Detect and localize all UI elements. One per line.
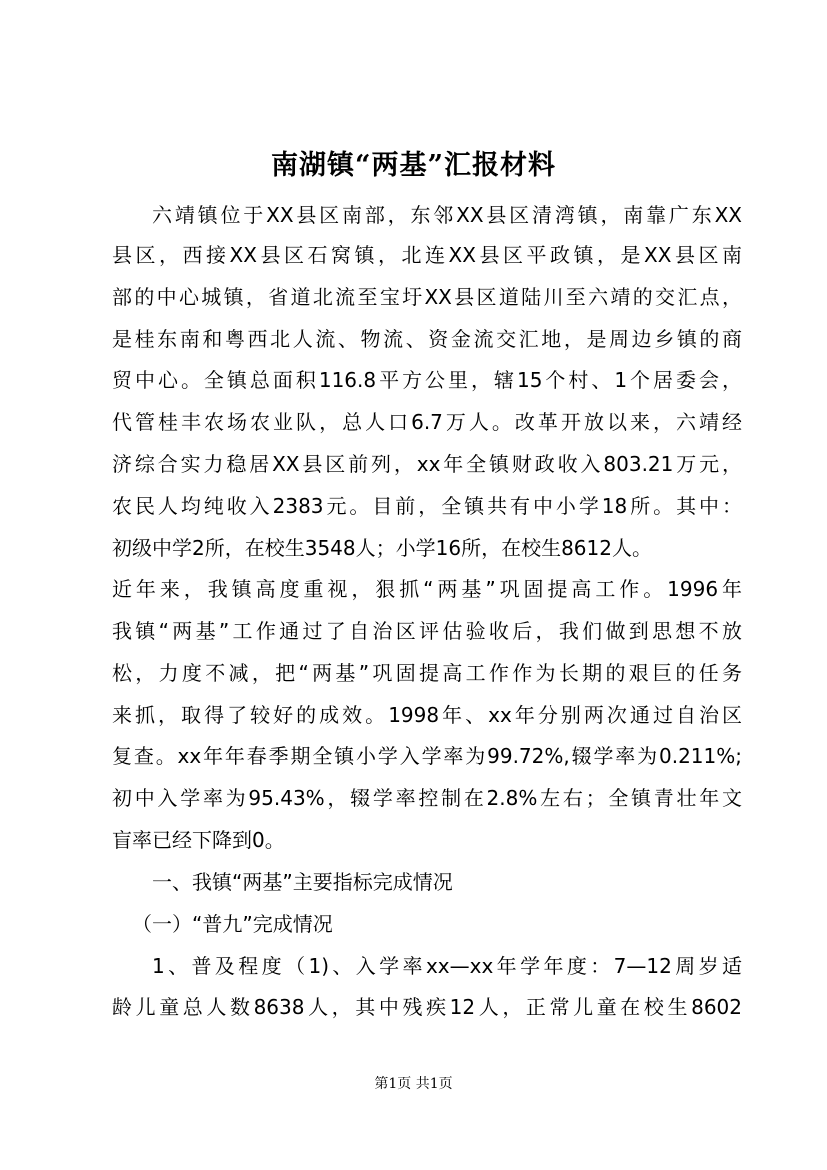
- paragraph-line: 来抓，取得了较好的成效。1998年、xx年分别两次通过自治区: [112, 703, 742, 727]
- document-title: 南湖镇“两基”汇报材料: [270, 150, 557, 181]
- paragraph-line: 贸中心。全镇总面积116.8平方公里，辖15个村、1个居委会，: [112, 368, 742, 392]
- paragraph-line: 龄儿童总人数8638人，其中残疾12人，正常儿童在校生8602: [112, 995, 742, 1019]
- paragraph-line: 农民人均纯收入2383元。目前，全镇共有中小学18所。其中：: [112, 494, 742, 518]
- paragraph-line: 松，力度不减，把“两基”巩固提高工作作为长期的艰巨的任务: [112, 661, 742, 685]
- paragraph-line: 济综合实力稳居XX县区前列，xx年全镇财政收入803.21万元，: [112, 452, 742, 476]
- page-footer: 第1页 共1页: [374, 1076, 453, 1092]
- paragraph-line: 复查。xx年年春季期全镇小学入学率为99.72%,辍学率为0.211%;: [112, 744, 742, 768]
- paragraph-line: 代管桂丰农场农业队，总人口6.7万人。改革开放以来，六靖经: [112, 410, 742, 434]
- paragraph-line: 县区，西接XX县区石窝镇，北连XX县区平政镇，是XX县区南: [112, 243, 742, 267]
- paragraph-line: 1、普及程度（1)、入学率xx—xx年学年度：7—12周岁适: [152, 954, 742, 978]
- paragraph-line: 初中入学率为95.43%，辍学率控制在2.8%左右；全镇青壮年文: [112, 786, 742, 810]
- paragraph-line: 部的中心城镇，省道北流至宝圩XX县区道陆川至六靖的交汇点，: [112, 285, 742, 309]
- paragraph-line: 近年来，我镇高度重视，狠抓“两基”巩固提高工作。1996年: [112, 577, 742, 601]
- paragraph-line: 是桂东南和粤西北人流、物流、资金流交汇地，是周边乡镇的商: [112, 327, 742, 351]
- section-heading: 一、我镇“两基”主要指标完成情况: [152, 870, 453, 894]
- paragraph-line: 我镇“两基”工作通过了自治区评估验收后，我们做到思想不放: [112, 619, 742, 643]
- subsection-heading: （一）“普九”完成情况: [132, 912, 333, 936]
- paragraph-line: 六靖镇位于XX县区南部，东邻XX县区清湾镇，南靠广东XX: [152, 203, 742, 227]
- paragraph-line: 盲率已经下降到0。: [112, 828, 285, 852]
- paragraph-line: 初级中学2所，在校生3548人；小学16所，在校生8612人。: [112, 536, 652, 560]
